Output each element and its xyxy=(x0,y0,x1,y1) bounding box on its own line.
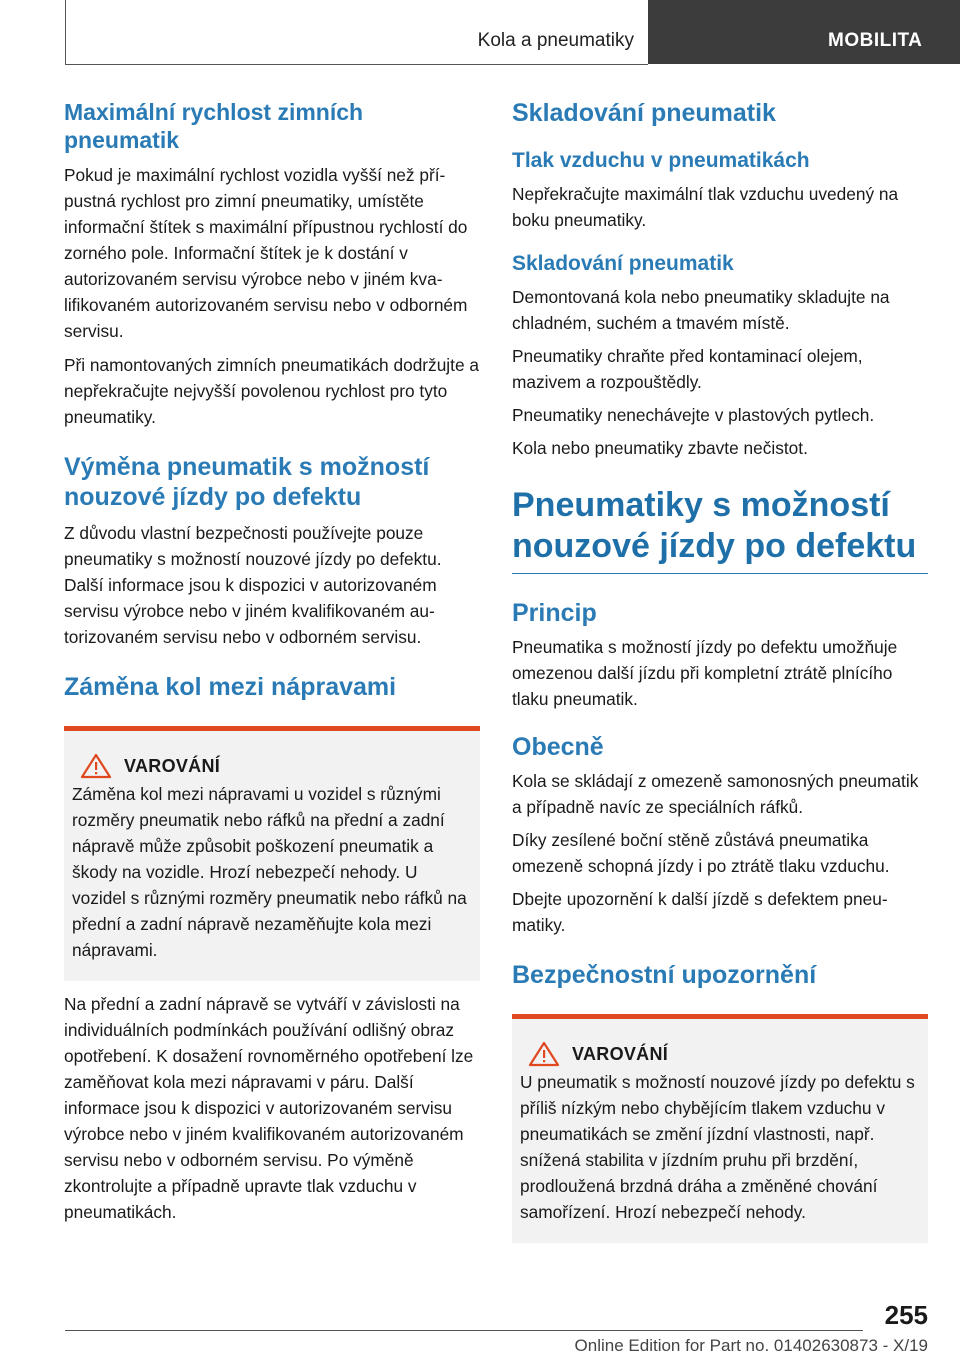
header-bottom-rule xyxy=(65,64,648,65)
heading-wheel-rotation: Záměna kol mezi nápravami xyxy=(64,673,397,701)
page-number: 255 xyxy=(884,1300,928,1330)
warning-header xyxy=(520,1041,920,1067)
chapter-heading-runflat: Pneumatiky s možností nouzové jízdy po defektu xyxy=(512,486,917,565)
chapter-tab xyxy=(648,0,960,64)
paragraph: Díky zesílené boční stěně zůstává pneumatika omezeně schopná jízdy i po ztrátě tlaku vzduchu. xyxy=(512,830,890,876)
heading-tire-storage: Skladování pneumatik xyxy=(512,99,776,127)
paragraph: Na přední a zadní nápravě se vytváří v závislosti na individuálních podmínkách používání odlišný obraz opotřebení. K dosažení rovnoměrného opotřebení lze zaměňovat kola mezi nápravami v páru. Další informace jsou k dispozici v autorizovaném servisu výrobce nebo v jiném kvalifikovaném autorizovaném servisu nebo v odborném servisu. Po výměně zkontrolujte a případně upravte tlak vzduchu v pneumatikách. xyxy=(64,994,474,1222)
heading-general: Obecně xyxy=(512,733,604,761)
warning-title: VAROVÁNÍ xyxy=(572,1043,669,1064)
warning-triangle-icon xyxy=(528,1041,560,1067)
section-title: Kola a pneumatiky xyxy=(477,30,634,51)
heading-safety-notes: Bezpečnostní upozornění xyxy=(512,961,817,989)
warning-title: VAROVÁNÍ xyxy=(124,755,221,776)
paragraph: Pneumatiky chraňte před kontaminací olejem, mazivem a rozpouštědly. xyxy=(512,346,863,392)
paragraph: Pokud je maximální rychlost vozidla vyšší než přípustná rychlost pro zimní pneumatiky, umístěte informační štítek s maximální přípustnou rychlostí do zorného pole. Informační štítek je k dostání v autorizovaném servisu výrobce nebo v jiném kvalifikovaném autorizovaném servisu nebo v odborném servisu. xyxy=(64,165,468,341)
warning-text: Záměna kol mezi nápravami u vozidel s různými rozměry pneumatik nebo ráfků na přední a zadní nápravě může způsobit poškození pneumatik a škody na vozidle. Hrozí nebezpečí nehody. U vozidel s různými rozměry pneumatik nebo ráfků na přední a zadní nápravě nezaměňujte kola mezi nápravami. xyxy=(72,784,467,960)
edition-note: Online Edition for Part no. 01402630873 - X/19 xyxy=(574,1336,928,1355)
paragraph: Kola nebo pneumatiky zbavte nečistot. xyxy=(512,438,808,458)
right-column xyxy=(512,98,928,1243)
paragraph: Nepřekračujte maximální tlak vzduchu uvedený na boku pneumatiky. xyxy=(512,184,899,230)
footer-rule xyxy=(65,1330,863,1331)
paragraph: Kola se skládají z omezeně samonosných pneumatik a případně navíc ze speciálních ráfků. xyxy=(512,771,919,817)
paragraph: Dbejte upozornění k další jízdě s defektem pneumatiky. xyxy=(512,889,888,935)
heading-principle: Princip xyxy=(512,599,597,627)
heading-winter-tire-speed: Maximální rychlost zimních pneumatik xyxy=(64,99,364,153)
chapter-tab-label: MOBILITA xyxy=(828,30,923,51)
header-section xyxy=(66,0,648,64)
left-column xyxy=(64,98,480,1225)
heading-tire-storage-sub: Skladování pneumatik xyxy=(512,252,734,275)
warning-header xyxy=(72,753,472,779)
warning-box xyxy=(64,726,480,981)
warning-box xyxy=(512,1014,928,1243)
paragraph: Z důvodu vlastní bezpečnosti používejte pouze pneumatiky s možností nouzové jízdy po defektu. Další informace jsou k dispozici v autorizovaném servisu výrobce nebo v jiném kvalifikovaném autorizovaném servisu nebo v odborném servisu. xyxy=(64,523,442,647)
paragraph: Demontovaná kola nebo pneumatiky skladujte na chladném, suchém a tmavém místě. xyxy=(512,287,890,333)
warning-triangle-icon xyxy=(80,753,112,779)
paragraph: Pneumatiky nenechávejte v plastových pytlech. xyxy=(512,405,875,425)
heading-tire-pressure: Tlak vzduchu v pneumatikách xyxy=(512,149,810,172)
chapter-rule xyxy=(512,573,928,574)
warning-text: U pneumatik s možností nouzové jízdy po defektu s příliš nízkým nebo chybějícím tlakem vzduchu v pneumatikách se změní jízdní vlastnosti, např. snížená stabilita v jízdním pruhu při brzdění, prodloužená brzdná dráha a změněné chování samořízení. Hrozí nebezpečí nehody. xyxy=(520,1072,915,1222)
paragraph: Při namontovaných zimních pneumatikách dodržujte a nepřekračujte nejvyšší povolenou rychlost pro tyto pneumatiky. xyxy=(64,355,479,427)
paragraph: Pneumatika s možností jízdy po defektu umožňuje omezenou další jízdu při kompletní ztrátě plnícího tlaku pneumatik. xyxy=(512,637,898,709)
heading-runflat-replacement: Výměna pneumatik s možností nouzové jízdy po defektu xyxy=(64,453,430,511)
